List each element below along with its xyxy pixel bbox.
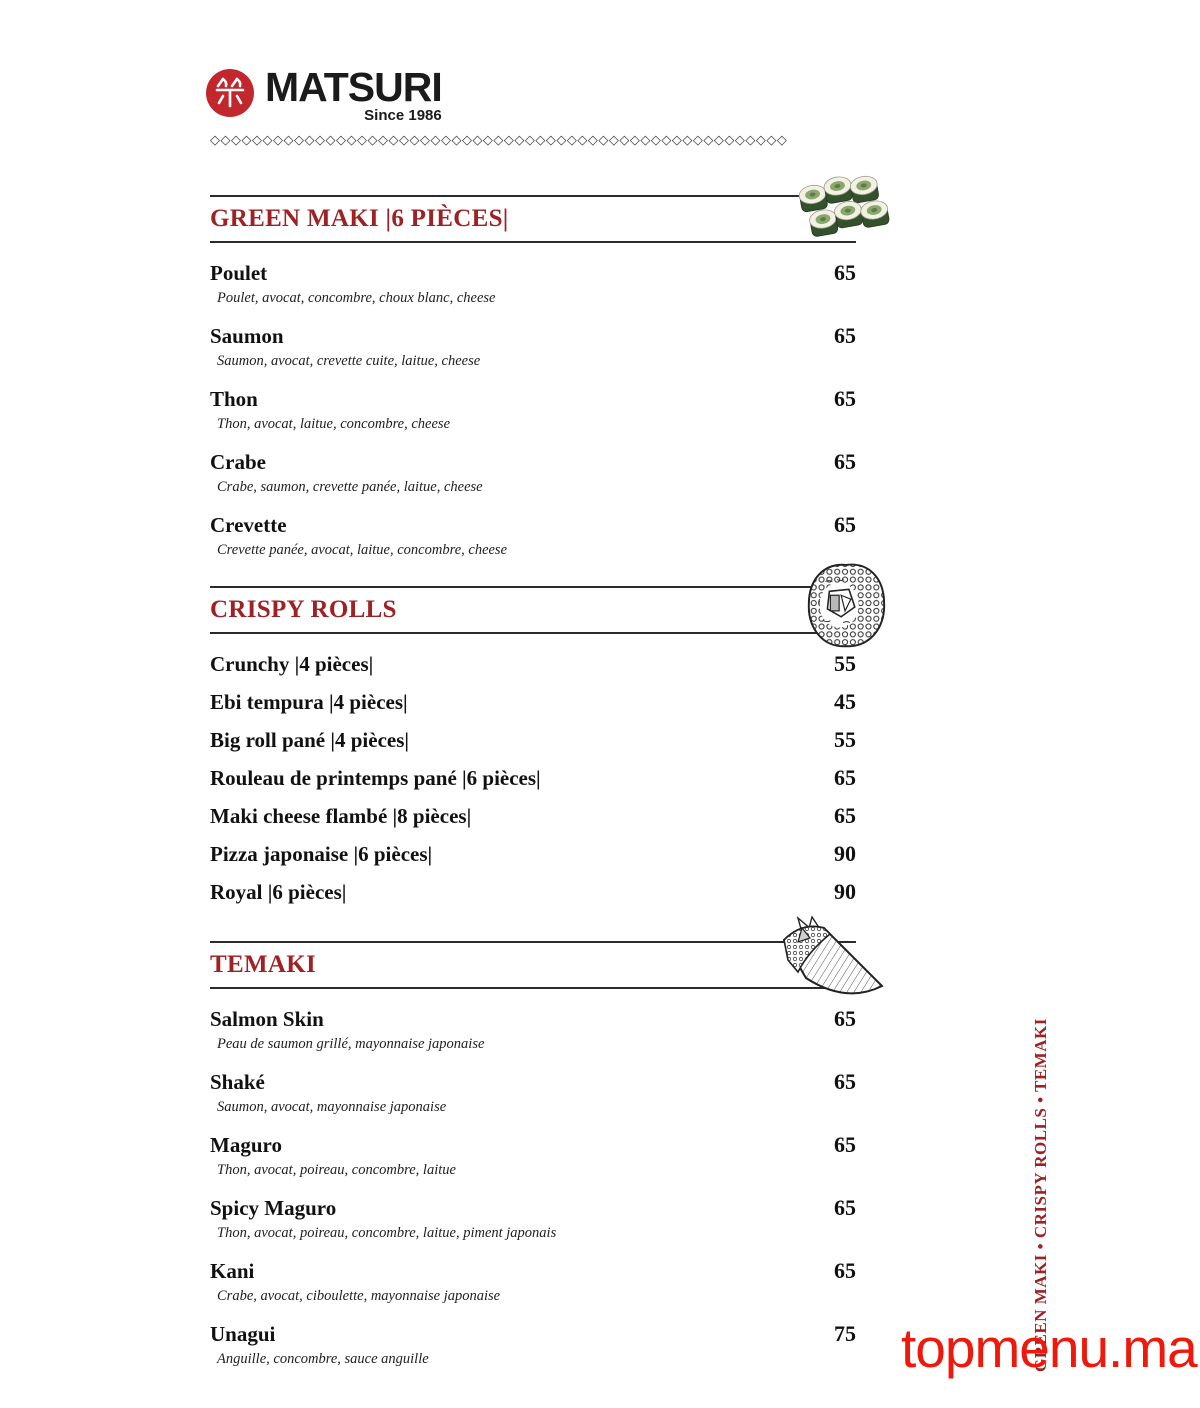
item-name: Pizza japonaise |6 pièces| xyxy=(210,842,433,866)
section-header xyxy=(210,586,856,634)
menu-item xyxy=(210,260,856,307)
item-desc: Crabe, avocat, ciboulette, mayonnaise japonaise xyxy=(217,1288,501,1304)
section-header xyxy=(210,195,856,243)
item-price: 90 xyxy=(834,841,856,866)
menu-item xyxy=(210,386,856,433)
item-desc: Thon, avocat, poireau, concombre, laitue, piment japonais xyxy=(217,1225,557,1241)
item-price: 65 xyxy=(834,323,856,348)
item-price: 90 xyxy=(834,879,856,904)
menu-item-row xyxy=(210,1321,856,1347)
menu-item-row xyxy=(210,1258,856,1284)
item-price: 55 xyxy=(834,727,856,752)
menu-item-row xyxy=(210,765,856,791)
menu-item xyxy=(210,323,856,370)
item-price: 65 xyxy=(834,765,856,790)
item-desc: Saumon, avocat, mayonnaise japonaise xyxy=(217,1099,447,1115)
item-name: Thon xyxy=(210,387,258,411)
item-price: 65 xyxy=(834,386,856,411)
menu-item-row xyxy=(210,1195,856,1221)
menu-item xyxy=(210,651,856,677)
item-name: Rouleau de printemps pané |6 pièces| xyxy=(210,766,541,790)
item-name: Poulet xyxy=(210,261,268,285)
section-items xyxy=(210,989,856,1368)
item-price: 65 xyxy=(834,1069,856,1094)
restaurant-logo xyxy=(206,66,442,124)
menu-item-row xyxy=(210,260,856,286)
brand-tagline: Since 1986 xyxy=(364,107,442,124)
menu-item xyxy=(210,879,856,905)
menu-section xyxy=(210,941,856,1384)
menu-item-row xyxy=(210,1069,856,1095)
item-desc: Crabe, saumon, crevette panée, laitue, cheese xyxy=(217,479,483,495)
menu-item xyxy=(210,841,856,867)
menu-item-row xyxy=(210,651,856,677)
menu-item-row xyxy=(210,512,856,538)
menu-item xyxy=(210,727,856,753)
menu-item-row xyxy=(210,803,856,829)
sidebar-section-index-text: GREEN MAKI • CRISPY ROLLS • TEMAKI xyxy=(1031,1018,1050,1372)
item-desc: Thon, avocat, laitue, concombre, cheese xyxy=(217,416,451,432)
item-name: Salmon Skin xyxy=(210,1007,324,1031)
item-price: 65 xyxy=(834,1006,856,1031)
menu-item xyxy=(210,803,856,829)
item-price: 65 xyxy=(834,803,856,828)
item-name: Ebi tempura |4 pièces| xyxy=(210,690,408,714)
item-name: Royal |6 pièces| xyxy=(210,880,347,904)
item-desc: Crevette panée, avocat, laitue, concombre, cheese xyxy=(217,542,508,558)
section-items xyxy=(210,243,856,559)
menu-item-row xyxy=(210,323,856,349)
item-name: Crunchy |4 pièces| xyxy=(210,652,374,676)
watermark-text: topmenu.ma xyxy=(901,1317,1197,1379)
item-name: Kani xyxy=(210,1259,255,1283)
item-price: 75 xyxy=(834,1321,856,1346)
item-price: 65 xyxy=(834,512,856,537)
item-name: Crevette xyxy=(210,513,287,537)
item-name: Unagui xyxy=(210,1322,276,1346)
menu-item xyxy=(210,1006,856,1053)
crispy-roll-image xyxy=(802,559,890,653)
menu-section xyxy=(210,586,856,917)
item-name: Spicy Maguro xyxy=(210,1196,337,1220)
menu-item-row xyxy=(210,879,856,905)
item-name: Crabe xyxy=(210,450,266,474)
item-name: Maguro xyxy=(210,1133,282,1157)
item-price: 65 xyxy=(834,1258,856,1283)
temaki-cone-image xyxy=(768,914,890,1004)
section-items xyxy=(210,634,856,905)
section-title: CRISPY ROLLS xyxy=(210,596,397,623)
menu-item xyxy=(210,1069,856,1116)
matsuri-kanji-seal-icon xyxy=(206,69,254,117)
menu-item-row xyxy=(210,727,856,753)
item-price: 55 xyxy=(834,651,856,676)
menu-item xyxy=(210,1132,856,1179)
item-name: Shaké xyxy=(210,1070,265,1094)
item-price: 65 xyxy=(834,260,856,285)
item-price: 65 xyxy=(834,449,856,474)
section-header xyxy=(210,941,856,989)
menu-item xyxy=(210,512,856,559)
green-maki-rolls-image xyxy=(790,172,890,254)
brand-name: MATSURI xyxy=(265,64,442,110)
item-name: Maki cheese flambé |8 pièces| xyxy=(210,804,472,828)
item-desc: Thon, avocat, poireau, concombre, laitue xyxy=(217,1162,456,1178)
menu-section xyxy=(210,195,856,575)
item-price: 65 xyxy=(834,1132,856,1157)
diamond-divider: ◇◇◇◇◇◇◇◇◇◇◇◇◇◇◇◇◇◇◇◇◇◇◇◇◇◇◇◇◇◇◇◇◇◇◇◇◇◇◇◇◇◇◇◇◇◇◇◇◇◇◇◇◇◇◇ xyxy=(210,132,788,147)
menu-item xyxy=(210,1321,856,1368)
menu-item-row xyxy=(210,386,856,412)
item-desc: Saumon, avocat, crevette cuite, laitue, cheese xyxy=(217,353,481,369)
menu-item-row xyxy=(210,841,856,867)
item-name: Big roll pané |4 pièces| xyxy=(210,728,410,752)
item-desc: Peau de saumon grillé, mayonnaise japonaise xyxy=(217,1036,485,1052)
item-name: Saumon xyxy=(210,324,284,348)
item-desc: Poulet, avocat, concombre, choux blanc, cheese xyxy=(217,290,496,306)
menu-item xyxy=(210,689,856,715)
menu-item-row xyxy=(210,449,856,475)
section-title: GREEN MAKI |6 PIÈCES| xyxy=(210,205,509,232)
item-desc: Anguille, concombre, sauce anguille xyxy=(217,1351,429,1367)
brand-text xyxy=(265,66,442,124)
menu-item-row xyxy=(210,689,856,715)
menu-item xyxy=(210,449,856,496)
section-title: TEMAKI xyxy=(210,951,316,978)
menu-item-row xyxy=(210,1132,856,1158)
menu-item xyxy=(210,1258,856,1305)
item-price: 65 xyxy=(834,1195,856,1220)
item-price: 45 xyxy=(834,689,856,714)
menu-item xyxy=(210,1195,856,1242)
menu-item-row xyxy=(210,1006,856,1032)
menu-item xyxy=(210,765,856,791)
